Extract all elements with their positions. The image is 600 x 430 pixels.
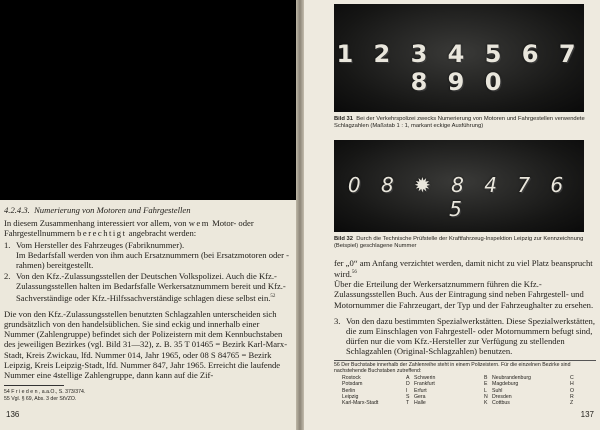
district-letter-table: [342, 375, 596, 407]
district-name: Dresden: [492, 394, 512, 401]
stamped-number-photo: [334, 140, 584, 232]
figure-caption: Bild 31 Bei der Verkehrspolizei zwecks Numerierung von Motoren und Fahrgestellen verwendete Schlagzahlen (Maßstab 1 : 1, markant eckige Ausführung): [334, 116, 585, 129]
body-paragraph: Die von den Kfz.-Zulassungsstellen benutzten Schlagzahlen unterscheiden sich grundsätzlich von den handelsüblichen. Sie sind eckig und innerhalb einer Nummer (Zahlengruppe) befindet sich der Polizeistern mit dem Kennbuchstaben des jeweiligen Bezirkes (vgl. Bild 31—32), z. B. 35 T 01465 = Bezirk Karl-Marx-Stadt, Kreis Zwickau, lfd. Nummer 014, Jahr 1965, oder 08 S 84765 = Bezirk Leipzig, Kreis Leipzig-Stadt, lfd. Nummer 847, Jahr 1965. Erreicht die laufende Nummer eine 4stellige Zahlengruppe, dann kann auf die Zif-: [4, 308, 288, 380]
district-name: Berlin: [342, 387, 356, 394]
list-item: 2. Von den Kfz.-Zulassungsstellen der Deutschen Volkspolizei. Auch die Kfz.-Zulassungsstellen halten im Bedarfsfalle Werkersatznummern bereit und Kfz.-Sachverständige oder Kfz.-Hilfssachverständige schlagen diese selbst ein.$^{52}$: [4, 271, 286, 303]
book-gutter: [296, 0, 304, 430]
left-body-text: [4, 205, 290, 380]
district-name: Magdeburg: [492, 381, 519, 388]
district-name: Halle: [414, 400, 426, 407]
district-name: Rostock: [342, 374, 361, 381]
district-name: Gera: [414, 394, 426, 401]
district-name: Frankfurt: [414, 381, 435, 388]
footnotes: 54 F r i e d e n , a.a.O., S. 373/374. 55 Vgl. § 69, Abs. 3 der StVZO.: [4, 389, 86, 402]
district-name: Potsdam: [342, 381, 363, 388]
district-name: Suhl: [492, 387, 503, 394]
district-name: Erfurt: [414, 387, 427, 394]
list-item: 3. Von den dazu bestimmten Spezialwerkstätten. Diese Spezialwerkstätten, die zum Einschlagen von Fahrgestell- oder Motornummern befugt sind, dürfen nur die vom Kfz.-Hersteller zur Verfügung zu stellenden Schlagzahlen (Original-Schlagzahlen) benutzen.: [334, 315, 595, 357]
district-letter: L: [484, 387, 487, 394]
district-letter: T: [406, 400, 410, 407]
page-number: 136: [6, 410, 20, 419]
district-name: Cottbus: [492, 400, 510, 407]
section-heading: 4.2.4.3. Numerierung von Motoren und Fahrgestellen: [4, 205, 191, 215]
right-page: [304, 0, 600, 430]
district-letter: S: [406, 394, 410, 401]
district-letter: D: [406, 381, 410, 388]
district-name: Leipzig: [342, 394, 359, 401]
district-name: Neubrandenburg: [492, 374, 531, 381]
body-paragraph: Über die Erteilung der Werkersatznummern führen die Kfz.-Zulassungsstellen Buch. Aus der Eintragung sind neben Fahrgestell- und Motornummer die Fahrzeugart, der Typ und der Fahrzeughalter zu ersehen.: [334, 279, 594, 310]
left-page: [0, 0, 296, 430]
photo-digits: 1 2 3 4 5 6 7 8 9 0: [336, 40, 582, 96]
footnote-rule: [4, 385, 64, 386]
district-letter: I: [406, 387, 408, 394]
page-number: 137: [580, 410, 594, 419]
figure-caption: Bild 32 Durch die Technische Prüfstelle der Kraftfahrzeug-Inspektion Leipzig zur Kennzeichnung (Beispiel) geschlagene Nummer: [334, 236, 584, 249]
list-item: 1. Vom Hersteller des Fahrzeuges (Fabriknummer). Im Bedarfsfall werden von ihm auch Ersatznummern (bei Ersatzmotoren oder -rahmen) bereitgestellt.: [4, 239, 289, 271]
district-footnote: 56 Der Buchstabe innerhalb der Zahlenreihe steht in einem Polizeistern. Für die einzelnen Bezirke sind nachstehende Buchstaben zutreffend: Rostock A Schwerin B Neubrandenburg C Potsdam D Frankfurt E Magdeburg H Berlin I Erfurt L Suhl O Leipzig S Gera N Dresden R Karl-Marx-Stadt T Halle K Cottbus Z: [334, 362, 596, 407]
district-name: Karl-Marx-Stadt: [342, 400, 379, 407]
right-body-text: [334, 258, 596, 357]
district-letter: N: [484, 394, 488, 401]
district-name: Schwerin: [414, 374, 436, 381]
stamp-digits-photo: [334, 4, 584, 112]
district-letter: R: [570, 394, 574, 401]
district-letter: Z: [570, 400, 574, 407]
district-letter: K: [484, 400, 488, 407]
redacted-black-area: [0, 0, 296, 200]
district-letter: E: [484, 381, 488, 388]
district-letter: H: [570, 381, 574, 388]
body-paragraph: fer „0“ am Anfang verzichtet werden, damit nicht zu viel Platz beansprucht wird.$^{56}$: [334, 258, 593, 280]
district-letter: O: [570, 387, 575, 394]
district-letter: A: [406, 374, 410, 381]
district-letter: B: [484, 374, 488, 381]
photo-digits: 0 8 ✹ 8 4 7 6 5: [347, 173, 571, 221]
footnote-rule: [334, 360, 596, 361]
intro-paragraph: In diesem Zusammenhang interessiert vor allem, von wem Motor- oder Fahrgestellnummern berechtigt angebracht werden:: [4, 218, 254, 239]
district-letter: C: [570, 374, 574, 381]
